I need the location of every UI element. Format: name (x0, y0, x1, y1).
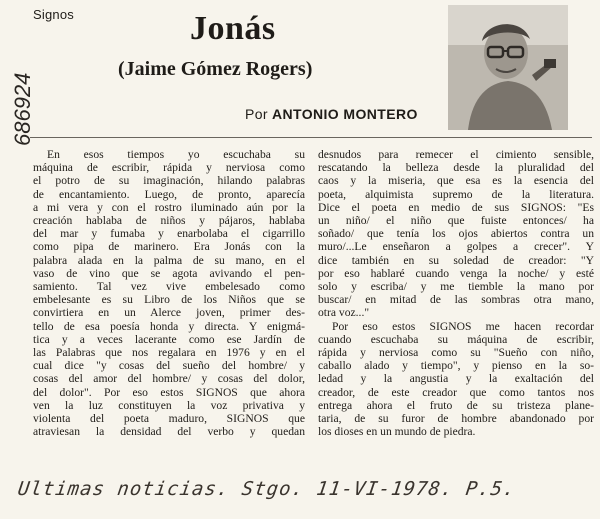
text-line: caos y la miseria, que esa es la esencia del (318, 174, 594, 188)
text-line: soñado/ que tenía los ojos abiertos contra un (318, 227, 594, 241)
text-line: máquina de escribir, rápida y nerviosa como (33, 161, 305, 175)
text-line: creador, de este creador que como tantos nos (318, 385, 594, 399)
byline-prefix: Por (245, 106, 268, 122)
text-line: tello de esa poesía honda y directa. Y enigmá- (33, 319, 305, 333)
text-line: a mi vera y con el rostro iluminado aún por la (33, 200, 305, 214)
text-line: caballo alado y tiempo", y pienso en la so- (318, 359, 594, 373)
text-line: embelesante es su Libro de los Niños que se (33, 293, 305, 307)
text-line: vaso de vino que se agota avivando el pen- (33, 266, 305, 280)
text-line: ledad y la angustia y la exaltación del (318, 372, 594, 386)
text-line: Por eso estos SIGNOS me hacen recordar (332, 319, 594, 333)
text-line: por eso hablaré cuando venga la noche/ y esté (318, 266, 594, 280)
text-line: taria, de su furor de hombre abandonado por (318, 412, 594, 426)
text-line: entrega ahora el fruto de su tristeza plane- (318, 398, 594, 412)
text-line: del dolor". Por eso estos SIGNOS que ahora (33, 385, 305, 399)
text-line: rápida y nerviosa como su "Sueño con niño, (318, 346, 594, 360)
text-line: rescatando la belleza desde la pluralidad del (318, 161, 594, 175)
text-line: los dioses en un mundo de piedra. (318, 425, 476, 439)
text-line: de encantamiento. Luego, de pronto, aparecía (33, 187, 305, 201)
byline (245, 106, 418, 122)
text-line: poeta, alquimista supremo de la literatura. (318, 187, 594, 201)
header-divider (30, 137, 592, 138)
article-title: Jonás (190, 10, 276, 47)
reference-number (4, 58, 38, 148)
text-line: palabra alada en la palma de su mano, en el (33, 253, 305, 267)
text-line: Dice el poeta en medio de sus SIGNOS: "Es (318, 200, 594, 214)
text-line: cosas del amor del hombre/ y cosas del dolor, (33, 372, 305, 386)
text-line: creación hablaba de niños y pájaros, hablaba (33, 214, 305, 228)
text-line: dice también en su soledad de creador: "Y (318, 253, 594, 267)
article-column-right (318, 148, 594, 438)
text-line: samiento. Tal vez vive embelesado como (33, 280, 305, 294)
text-line: otra voz..." (318, 306, 370, 320)
text-line: del mar y fumaba y enarbolaba el cigarrillo (33, 227, 305, 241)
text-line: las Palabras que nos regalara en 1976 y en el (33, 346, 305, 360)
text-line: el potro de su imaginación, hilando palabras (33, 174, 305, 188)
author-portrait-image (448, 5, 568, 130)
text-line: solo y escriba/ y me tiemble la mano por (318, 280, 594, 294)
byline-author: ANTONIO MONTERO (272, 106, 418, 122)
text-line: buscar/ en mitad de las sombras otra mano, (318, 293, 594, 307)
text-line: un niño/ el niño que fuiste entonces/ ha (318, 214, 594, 228)
text-line: desnudos para remecer el cimiento sensible, (318, 148, 594, 161)
section-label: Signos (33, 7, 74, 22)
text-line: convirtiera en un Alerce joven, primer des- (33, 306, 305, 320)
text-line: tica y a veces lacerante como ese Jardín de (33, 332, 305, 346)
text-line: ven la luz constituyen la voz privativa y (33, 398, 305, 412)
text-line: cuando escuchaba su máquina de escribir, (318, 332, 594, 346)
text-line: violenta del poeta maduro, SIGNOS que (33, 412, 305, 426)
portrait-photo (448, 5, 568, 130)
text-line: muro/...Le enseñaron a golpes a crecer". Y (318, 240, 594, 254)
text-line: como pipa de marinero. Era Jonás con la (33, 240, 305, 254)
text-line: cual dice "y cosas del sueño del hombre/ y (33, 359, 305, 373)
text-line: En esos tiempos yo escuchaba su (47, 148, 305, 161)
handwritten-source-note: Ultimas noticias. Stgo. 11-VI-1978. P.5. (16, 478, 518, 500)
text-line: atraviesan la densidad del verbo y quedan (33, 425, 305, 439)
reference-number-text: 686924 (10, 72, 35, 146)
article-subtitle: (Jaime Gómez Rogers) (118, 58, 313, 80)
article-column-left (33, 148, 305, 438)
